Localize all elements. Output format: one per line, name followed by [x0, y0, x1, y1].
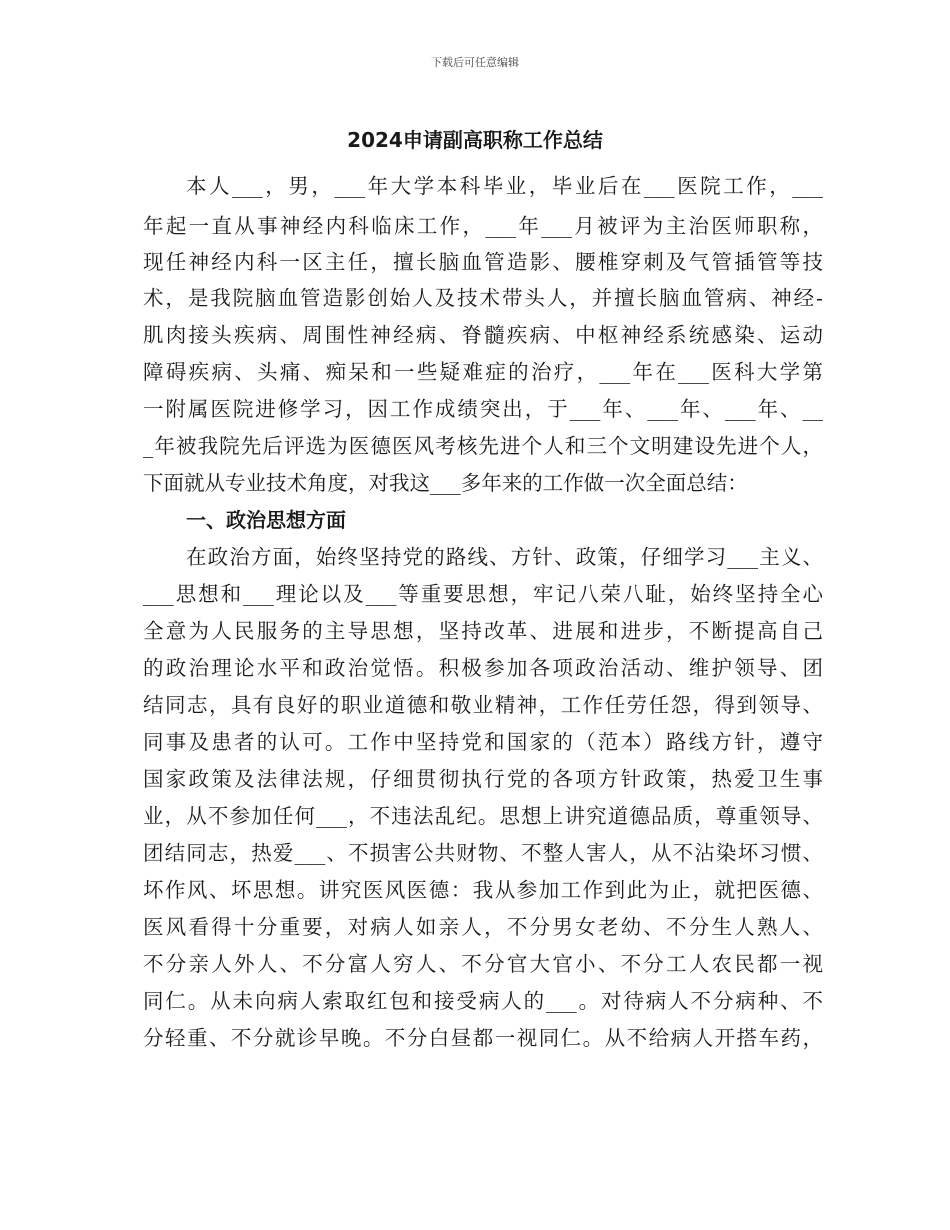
paragraph-line: 坏作风、坏思想。讲究医风医德：我从参加工作到此为止，就把医德、 [143, 878, 823, 902]
paragraph-line: 同事及患者的认可。工作中坚持党和国家的（范本）路线方针，遵守 [143, 730, 823, 754]
paragraph-line: 分轻重、不分就诊早晚。不分白昼都一视同仁。从不给病人开搭车药， [143, 1026, 823, 1050]
paragraph-line: 全意为人民服务的主导思想，坚持改革、进展和进步，不断提高自己 [143, 619, 823, 643]
page-header-note: 下载后可任意编辑 [431, 56, 519, 69]
paragraph-line: 年起一直从事神经内科临床工作，___年___月被评为主治医师职称， [143, 214, 823, 238]
paragraph-line: 术，是我院脑血管造影创始人及技术带头人，并擅长脑血管病、神经- [143, 286, 823, 310]
paragraph-line: 本人___，男，___年大学本科毕业，毕业后在___医院工作，___ [186, 174, 823, 198]
paragraph-line: 医风看得十分重要，对病人如亲人，不分男女老幼、不分生人熟人、 [143, 915, 823, 939]
paragraph-line: 同仁。从未向病人索取红包和接受病人的___。对待病人不分病种、不 [143, 989, 823, 1013]
paragraph-line: 下面就从专业技术角度，对我这___多年来的工作做一次全面总结： [143, 471, 748, 495]
paragraph-line: 肌肉接头疾病、周围性神经病、脊髓疾病、中枢神经系统感染、运动 [143, 323, 823, 347]
paragraph-line: 在政治方面，始终坚持党的路线、方针、政策，仔细学习___主义、 [186, 545, 823, 569]
paragraph-line: ___思想和___理论以及___等重要思想，牢记八荣八耻，始终坚持全心 [143, 582, 823, 606]
paragraph-line: _年被我院先后评选为医德医风考核先进个人和三个文明建设先进个人， [143, 434, 823, 458]
paragraph-line: 障碍疾病、头痛、痴呆和一些疑难症的治疗，___年在___医科大学第 [143, 360, 823, 384]
paragraph-line: 不分亲人外人、不分富人穷人、不分官大官小、不分工人农民都一视 [143, 952, 823, 976]
section-heading-political: 一、政治思想方面 [186, 508, 346, 532]
paragraph-line: 结同志，具有良好的职业道德和敬业精神，工作任劳任怨，得到领导、 [143, 693, 823, 717]
document-title: 2024申请副高职称工作总结 [347, 128, 603, 152]
paragraph-line: 团结同志，热爱___、不损害公共财物、不整人害人，从不沾染坏习惯、 [143, 841, 823, 865]
paragraph-line: 的政治理论水平和政治觉悟。积极参加各项政治活动、维护领导、团 [143, 656, 823, 680]
paragraph-line: 现任神经内科一区主任，擅长脑血管造影、腰椎穿刺及气管插管等技 [143, 250, 823, 274]
paragraph-line: 业，从不参加任何___，不违法乱纪。思想上讲究道德品质，尊重领导、 [143, 804, 823, 828]
paragraph-line: 一附属医院进修学习，因工作成绩突出，于___年、___年、___年、__ [143, 397, 823, 421]
paragraph-line: 国家政策及法律法规，仔细贯彻执行党的各项方针政策，热爱卫生事 [143, 767, 823, 791]
